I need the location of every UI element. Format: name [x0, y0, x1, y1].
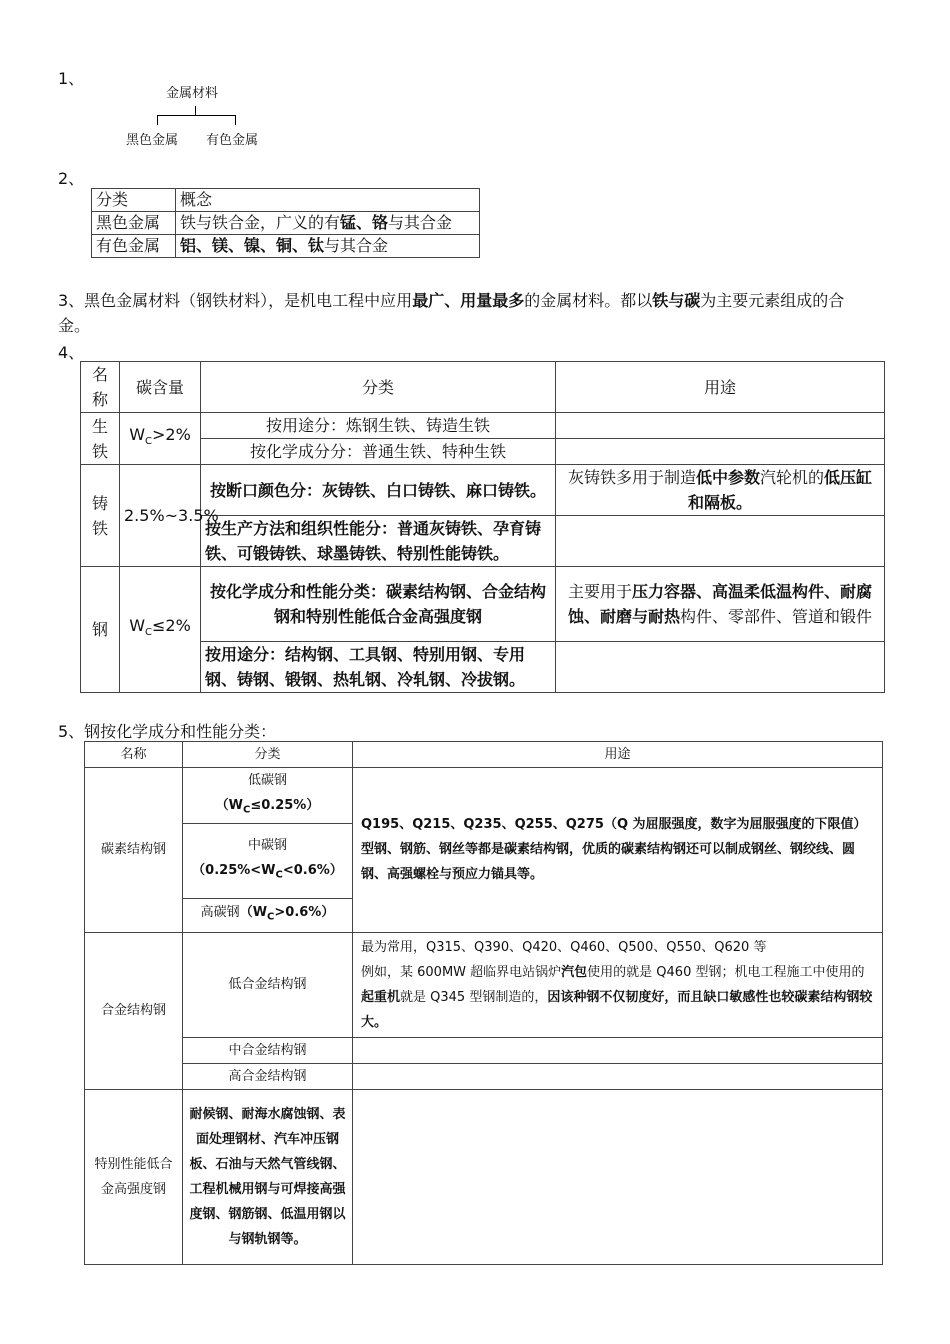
- header-carbon: 碳含量: [120, 362, 201, 413]
- carbon-subscript: C: [145, 436, 152, 448]
- table-row: [81, 413, 885, 439]
- class-text: 低碳钢: [247, 773, 287, 788]
- use-cell-empty: [353, 1037, 883, 1063]
- use-cell-empty: [353, 1089, 883, 1264]
- use-text: 就是 Q345 型钢制造的，: [400, 989, 548, 1005]
- table-header-row: [92, 189, 480, 212]
- class-range: [215, 798, 320, 816]
- carbon-cell-pig-iron: [120, 413, 201, 465]
- use-cell: [556, 567, 885, 642]
- class-cell: 按生产方法和组织性能分：普通灰铸铁、孕育铸铁、可锻铸铁、球墨铸铁、特别性能铸铁。: [201, 516, 556, 567]
- range-text: >0.6%）: [274, 905, 335, 921]
- use-bold: 低中参数: [695, 468, 760, 487]
- use-bold: 起重机: [361, 989, 401, 1005]
- tree-right-label: 有色金属: [206, 133, 259, 148]
- concept-bold: 铝、镁、镍、铜、钛: [180, 236, 325, 255]
- class-range: [192, 863, 343, 881]
- use-text: 构件、零部件、管道和锻件: [680, 607, 873, 626]
- header-name: 名称: [81, 362, 120, 413]
- class-text: 中碳钢: [247, 838, 287, 854]
- concept-text: 与其合金: [388, 213, 453, 232]
- section-5-title: 5、钢按化学成分和性能分类：: [58, 722, 277, 741]
- use-cell-empty: [556, 516, 885, 567]
- metal-category-table: [91, 188, 480, 258]
- use-bold: 汽包: [561, 964, 588, 980]
- para-text: 为主要元素组成的合: [700, 291, 845, 310]
- header-use: 用途: [556, 362, 885, 413]
- header-class: 分类: [201, 362, 556, 413]
- carbon-subscript: C: [145, 627, 152, 639]
- range-text: （0.25%<W: [192, 863, 276, 879]
- name-cell-steel: 钢: [81, 567, 120, 693]
- use-text: 使用的就是 Q460 型钢；机电工程施工中使用的: [587, 964, 865, 980]
- carbon-text: W: [129, 616, 146, 636]
- use-cell-empty: [353, 1063, 883, 1089]
- para-text: 的金属材料。都以: [524, 291, 653, 310]
- class-cell: 按化学成分分：普通生铁、特种生铁: [201, 439, 556, 465]
- para-text: 3、黑色金属材料（钢铁材料），是机电工程中应用: [58, 291, 413, 310]
- class-cell: [183, 823, 353, 898]
- class-cell: [183, 768, 353, 824]
- use-text: 例如，某 600MW 超临界电站锅炉: [361, 964, 562, 980]
- use-text: 主要用于: [567, 582, 632, 601]
- name-cell-carbon-steel: 碳素结构钢: [85, 768, 183, 933]
- tree-connector-horizontal: [157, 115, 235, 116]
- carbon-text: W: [129, 425, 146, 445]
- section-3-paragraph: [58, 288, 898, 338]
- table-row: [85, 1063, 883, 1089]
- table-row: [81, 439, 885, 465]
- class-cell: 高合金结构钢: [183, 1063, 353, 1089]
- use-bold: 压力容器、高温柔低温构件、耐腐蚀、耐磨与耐热: [567, 582, 873, 626]
- use-cell: [556, 465, 885, 516]
- carbon-cell-steel: [120, 567, 201, 693]
- range-subscript: C: [243, 804, 251, 816]
- concept-text: 与其合金: [324, 236, 389, 255]
- table-row: [85, 768, 883, 824]
- para-text: 金。: [58, 316, 91, 335]
- section-2-number: 2、: [58, 169, 85, 188]
- table-row: [81, 642, 885, 693]
- table-header-row: [81, 362, 885, 413]
- table-row: [92, 212, 480, 235]
- use-text: 汽轮机的: [760, 468, 825, 487]
- use-cell-empty: [556, 642, 885, 693]
- concept-bold: 锰、铬: [340, 213, 389, 232]
- table-header-row: [85, 742, 883, 768]
- para-bold: 最广、用量最多: [412, 291, 525, 310]
- tree-connector-left: [157, 115, 158, 125]
- range-text: （W: [215, 798, 243, 813]
- header-concept: 概念: [176, 189, 480, 212]
- header-category: 分类: [92, 189, 176, 212]
- class-cell: 按用途分：结构钢、工具钢、特别用钢、专用钢、铸钢、锻钢、热轧钢、冷轧钢、冷拔钢。: [201, 642, 556, 693]
- name-cell-pig-iron: 生铁: [81, 413, 120, 465]
- class-cell: 低合金结构钢: [183, 932, 353, 1037]
- table-row: [81, 567, 885, 642]
- concept-text: 铁与铁合金，广义的有: [180, 213, 341, 232]
- range-text: （W: [239, 905, 268, 921]
- iron-steel-table: [80, 361, 885, 693]
- section-1-number: 1、: [58, 69, 85, 88]
- class-cell: [183, 898, 353, 932]
- use-text: 最为常用，Q315、Q390、Q420、Q460、Q500、Q550、Q620 等: [361, 939, 767, 955]
- table-row: [85, 932, 883, 1037]
- para-bold: 铁与碳: [652, 291, 701, 310]
- use-text: Q195、Q215、Q235、Q255、Q275（Q 为屈服强度，数字为屈服强度的下限值）: [361, 817, 867, 833]
- tree-connector-right: [235, 115, 236, 125]
- class-cell: 按断口颜色分：灰铸铁、白口铸铁、麻口铸铁。: [201, 465, 556, 516]
- class-cell: 中合金结构钢: [183, 1037, 353, 1063]
- range-subscript: C: [275, 869, 283, 881]
- name-cell-cast-iron: 铸铁: [81, 465, 120, 567]
- header-use: 用途: [353, 742, 883, 768]
- name-cell-alloy-steel: 合金结构钢: [85, 932, 183, 1089]
- concept-cell: [176, 212, 480, 235]
- carbon-text: >2%: [152, 425, 191, 445]
- tree-left-label: 黑色金属: [126, 133, 179, 148]
- use-cell-alloy-steel: [353, 932, 883, 1037]
- use-text: 型钢、钢筋、钢丝等都是碳素结构钢，优质的碳素结构钢还可以制成钢丝、钢绞线、圆钢、高强螺栓与预应力锚具等。: [361, 842, 856, 883]
- range-text: ≤0.25%）: [250, 798, 320, 813]
- use-cell-empty: [556, 439, 885, 465]
- table-row: [92, 235, 480, 258]
- section-4-number: 4、: [58, 343, 85, 362]
- class-cell: 按用途分：炼钢生铁、铸造生铁: [201, 413, 556, 439]
- class-cell: 按化学成分和性能分类：碳素结构钢、合金结构钢和特别性能低合金高强度钢: [201, 567, 556, 642]
- name-cell-special-steel: 特别性能低合金高强度钢: [85, 1089, 183, 1264]
- category-cell: 黑色金属: [92, 212, 176, 235]
- range-text: <0.6%）: [282, 863, 343, 879]
- tree-root-label: 金属材料: [166, 86, 219, 101]
- steel-classification-table: [84, 741, 883, 1265]
- table-row: [85, 1089, 883, 1264]
- carbon-cell-cast-iron: 2.5%~3.5%: [120, 465, 201, 567]
- use-bold: 低压缸和隔板。: [687, 468, 873, 512]
- use-cell-carbon-steel: [353, 768, 883, 933]
- carbon-text: ≤2%: [152, 616, 191, 636]
- use-cell-empty: [556, 413, 885, 439]
- use-bold: 因该种钢不仅韧度好，而且缺口敏感性也较碳素结构钢较大。: [361, 989, 873, 1030]
- class-range: [239, 905, 335, 923]
- header-name: 名称: [85, 742, 183, 768]
- use-text: 灰铸铁多用于制造: [567, 468, 696, 487]
- class-text: 高碳钢: [200, 905, 240, 921]
- header-class: 分类: [183, 742, 353, 768]
- concept-cell: [176, 235, 480, 258]
- range-subscript: C: [267, 911, 275, 923]
- category-cell: 有色金属: [92, 235, 176, 258]
- table-row: [85, 1037, 883, 1063]
- class-cell: 耐候钢、耐海水腐蚀钢、表面处理钢材、汽车冲压钢板、石油与天然气管线钢、工程机械用钢与可焊接高强度钢、钢筋钢、低温用钢以与钢轨钢等。: [183, 1089, 353, 1264]
- table-row: [81, 465, 885, 516]
